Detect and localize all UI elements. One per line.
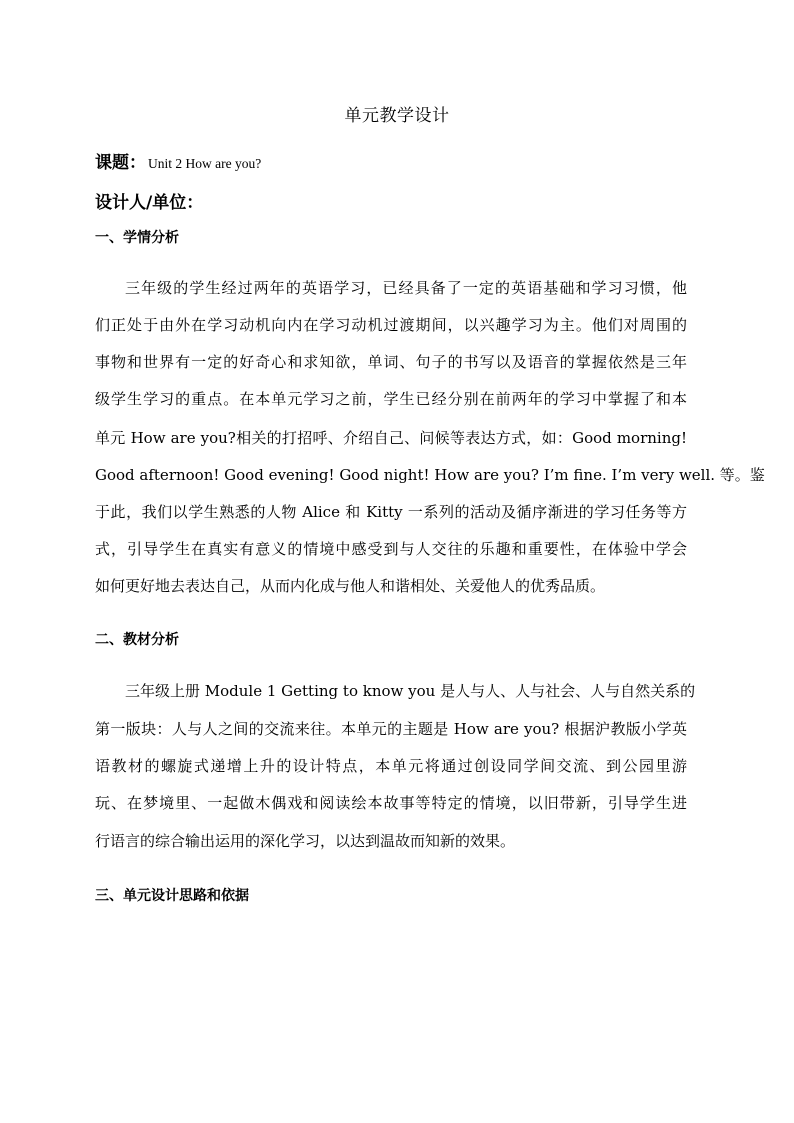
paragraph-line: 于此，我们以学生熟悉的人物 Alice 和 Kitty 一系列的活动及循序渐进的学习任务等方 [95, 503, 687, 521]
paragraph-line: Good afternoon! Good evening! Good night! How are you? I’m fine. I’m very well. 等。鉴 [95, 466, 765, 484]
paragraph-line: 事物和世界有一定的好奇心和求知欲，单词、句子的书写以及语音的掌握依然是三年 [95, 353, 687, 371]
paragraph-line: 如何更好地去表达自己，从而内化成与他人和谐相处、关爱他人的优秀品质。 [95, 577, 606, 595]
topic-label: 课题： [95, 153, 146, 173]
section-heading-design-rationale: 三、单元设计思路和依据 [95, 888, 249, 904]
paragraph-line: 单元 How are you?相关的打招呼、介绍自己、问候等表达方式，如：Good morning! [95, 429, 687, 447]
paragraph-line: 玩、在梦境里、一起做木偶戏和阅读绘本故事等特定的情境，以旧带新，引导学生进 [95, 794, 687, 812]
section-heading-textbook-analysis: 二、教材分析 [95, 632, 179, 648]
paragraph-line: 行语言的综合输出运用的深化学习，以达到温故而知新的效果。 [95, 832, 516, 850]
topic-row [95, 148, 261, 173]
paragraph-line: 第一版块：人与人之间的交流来往。本单元的主题是 How are you? 根据沪教版小学英 [95, 720, 687, 738]
document-title: 单元教学设计 [344, 106, 450, 126]
paragraph-line: 级学生学习的重点。在本单元学习之前，学生已经分别在前两年的学习中掌握了和本 [95, 390, 687, 408]
paragraph-line: 语教材的螺旋式递增上升的设计特点，本单元将通过创设同学间交流、到公园里游 [95, 757, 687, 775]
designer-label: 设计人/单位： [95, 193, 204, 213]
paragraph-line: 三年级上册 Module 1 Getting to know you 是人与人、人与社会、人与自然关系的 [125, 682, 696, 700]
paragraph-line: 三年级的学生经过两年的英语学习，已经具备了一定的英语基础和学习习惯，他 [125, 279, 687, 297]
topic-value: Unit 2 How are you? [148, 156, 262, 171]
designer-row [95, 188, 203, 213]
paragraph-line: 们正处于由外在学习动机向内在学习动机过渡期间，以兴趣学习为主。他们对周围的 [95, 316, 687, 334]
paragraph-line: 式，引导学生在真实有意义的情境中感受到与人交往的乐趣和重要性，在体验中学会 [95, 540, 687, 558]
section-heading-learner-analysis: 一、学情分析 [95, 230, 179, 246]
